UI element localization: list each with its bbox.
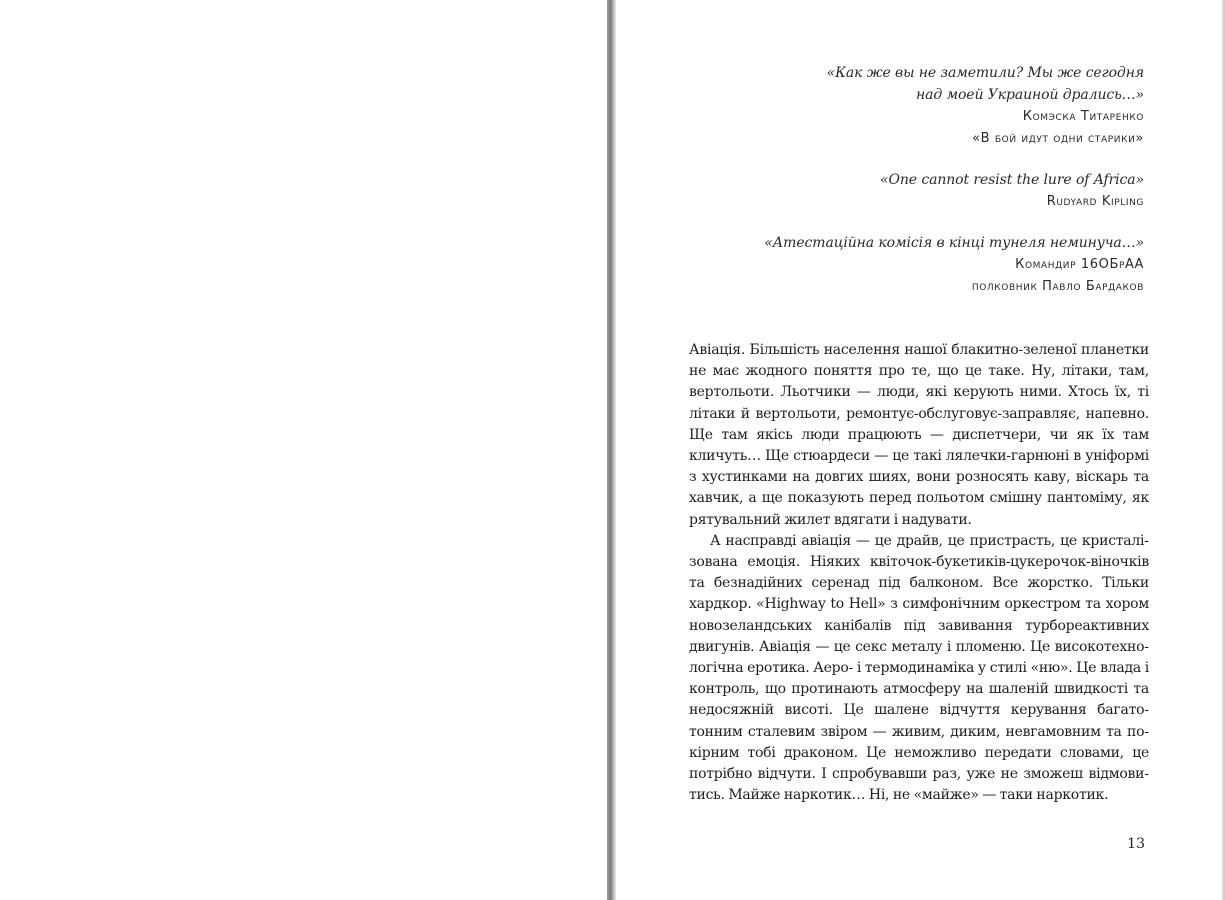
epigraph-attribution-line: полковник Павло Бардаков [971,279,1144,294]
epigraph [704,232,1144,298]
body-paragraph: А насправді авіація — це драйв, це пристрасть, це кристалізована емоція. Ніяких квіточок-букетиків-цукерочок-віночків та безнадійних серенад під балконом. Все жорстко. Тільки хардкор. «Highway to Hell» з симфонічним оркестром та хором новозеландських канібалів під завивання турбореактивних двигунів. Авіація — це секс металу і пломеню. Це високотехнологічна еротика. Аеро- і термодинаміка у стилі «ню». Це влада і контроль, що протинають атмосферу на шаленій швидкості та недосяжній висоті. Це шалене відчуття керування багатотонним сталевим звіром — живим, диким, невгамовним та покірним тобі драконом. Це неможливо передати словами, це потрібно відчути. І спробувавши раз, уже не зможеш відмовитись. Майже наркотик… Ні, не «майже» — таки наркотик. [689,532,1149,804]
epigraph-attribution [704,106,1144,150]
body-text [689,340,1149,806]
epigraph-attribution [704,191,1144,213]
epigraph-quote [704,62,1144,106]
epigraph-attribution-line: Комэска Титаренко [1022,109,1144,124]
page-number: 13 [1127,836,1145,852]
book-gutter [607,0,616,900]
left-page [0,0,607,900]
epigraph-quote-line: «Атестаційна комісія в кінці тунеля неминуча…» [764,235,1144,251]
epigraph-attribution-line: Rudyard Kipling [1046,194,1144,209]
epigraph-attribution-line: Командир 16ОБрАА [1015,257,1144,272]
epigraph [704,169,1144,213]
epigraph-quote [704,169,1144,191]
right-page [616,0,1222,900]
epigraph-attribution-line: «В бой идут одни старики» [972,131,1144,146]
epigraph-quote-line: «One cannot resist the lure of Africa» [880,172,1144,188]
epigraph [704,62,1144,150]
epigraph-quote-line: «Как же вы не заметили? Мы же сегодня [826,65,1144,81]
epigraph-attribution [704,254,1144,298]
epigraph-quote-line: над моей Украиной дрались…» [915,87,1144,103]
body-paragraph: Авіація. Більшість населення нашої блакитно-зеленої планетки не має жодного поняття про те, що це таке. Ну, літаки, там, вертольоти. Льотчики — люди, які керують ними. Хтось їх, ті літаки й вертольоти, ремонтує-обслуговує-заправляє, напевно. Ще там якісь люди працюють — диспетчери, чи як їх там кличуть… Ще стюардеси — це такі лялечки-гарнюні в уніформі з хустинками на довгих шиях, вони розносять каву, віскарь та хавчик, а ще показують перед польотом смішну пантоміму, як рятувальний жилет вдягати і надувати. [689,342,1149,528]
epigraph-quote [704,232,1144,254]
epigraphs-block [704,62,1144,317]
